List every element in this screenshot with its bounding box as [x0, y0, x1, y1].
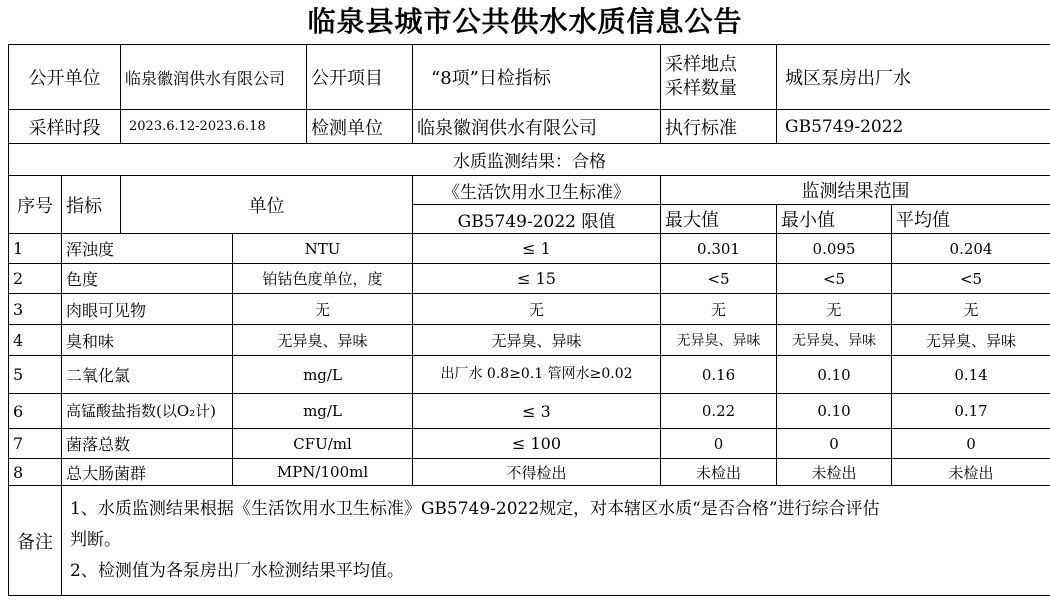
- row-min: 0.10: [777, 394, 892, 429]
- row-no: 6: [9, 394, 62, 429]
- row-max: 0: [661, 429, 777, 459]
- row-avg: <5: [892, 264, 1050, 294]
- table-row: [9, 429, 1050, 459]
- pub-unit-label: 公开单位: [9, 45, 121, 110]
- pub-item-value: “8项”日检指标: [413, 45, 661, 110]
- col-avg: 平均值: [892, 205, 1050, 234]
- row-max: 无: [661, 294, 777, 325]
- row-avg: 0.204: [892, 234, 1050, 264]
- row-max: 0.16: [661, 356, 777, 394]
- note-line-2: 2、检测值为各泵房出厂水检测结果平均值。: [70, 561, 404, 581]
- column-header-row-1: [9, 176, 1050, 205]
- row-unit: NTU: [233, 234, 413, 264]
- row-indicator: 二氧化氯: [62, 356, 233, 394]
- row-unit: MPN/100ml: [233, 459, 413, 486]
- table-row: [9, 264, 1050, 294]
- sample-site-label: 采样地点: [665, 54, 738, 75]
- row-avg: 无异臭、异味: [892, 325, 1050, 356]
- row-min: 无异臭、异味: [777, 325, 892, 356]
- row-min: <5: [777, 264, 892, 294]
- row-indicator: 浑浊度: [62, 234, 233, 264]
- row-limit: ≤ 1: [413, 234, 661, 264]
- row-no: 7: [9, 429, 62, 459]
- row-no: 3: [9, 294, 62, 325]
- row-limit: ≤ 15: [413, 264, 661, 294]
- water-quality-table: [8, 44, 1050, 596]
- row-limit: 无: [413, 294, 661, 325]
- notes-row: [9, 486, 1050, 596]
- pub-unit-value: 临泉徽润供水有限公司: [121, 45, 307, 110]
- result-row: [9, 144, 1050, 176]
- row-indicator: 肉眼可见物: [62, 294, 233, 325]
- period-value: 2023.6.12-2023.6.18: [121, 110, 307, 144]
- row-max: 0.22: [661, 394, 777, 429]
- row-max: 0.301: [661, 234, 777, 264]
- header-row-1: [9, 45, 1050, 110]
- row-limit: ≤ 3: [413, 394, 661, 429]
- test-unit-value: 临泉徽润供水有限公司: [413, 110, 661, 144]
- row-unit: 无异臭、异味: [233, 325, 413, 356]
- notes-content: [62, 486, 1050, 596]
- notes-label: 备注: [9, 486, 62, 596]
- col-max: 最大值: [661, 205, 777, 234]
- row-min: 0: [777, 429, 892, 459]
- row-unit: mg/L: [233, 356, 413, 394]
- pub-item-label: 公开项目: [307, 45, 413, 110]
- row-min: 0.095: [777, 234, 892, 264]
- sample-site-value: 城区泵房出厂水: [777, 45, 1050, 110]
- row-limit: ≤ 100: [413, 429, 661, 459]
- col-indicator: 指标: [62, 176, 121, 234]
- row-indicator: 总大肠菌群: [62, 459, 233, 486]
- row-no: 5: [9, 356, 62, 394]
- col-limit-title: 《生活饮用水卫生标准》: [413, 176, 661, 205]
- page-title: 临泉县城市公共供水水质信息公告: [307, 5, 743, 38]
- row-min: 无: [777, 294, 892, 325]
- row-no: 2: [9, 264, 62, 294]
- col-range: 监测结果范围: [661, 176, 1050, 205]
- row-avg: 0: [892, 429, 1050, 459]
- row-avg: 0.14: [892, 356, 1050, 394]
- row-no: 1: [9, 234, 62, 264]
- col-min: 最小值: [777, 205, 892, 234]
- table-row: [9, 394, 1050, 429]
- sample-count-label: 采样数量: [665, 78, 738, 99]
- row-min: 0.10: [777, 356, 892, 394]
- row-no: 8: [9, 459, 62, 486]
- table-row: [9, 325, 1050, 356]
- row-max: 无异臭、异味: [661, 325, 777, 356]
- row-avg: 无: [892, 294, 1050, 325]
- row-min: 未检出: [777, 459, 892, 486]
- row-unit: 铂钴色度单位，度: [233, 264, 413, 294]
- row-unit: mg/L: [233, 394, 413, 429]
- table-row: [9, 294, 1050, 325]
- row-indicator: 高锰酸盐指数(以O₂计): [62, 394, 233, 429]
- sample-site-count-label: [661, 45, 777, 110]
- row-no: 4: [9, 325, 62, 356]
- row-max: <5: [661, 264, 777, 294]
- row-avg: 0.17: [892, 394, 1050, 429]
- table-row: [9, 459, 1050, 486]
- period-label: 采样时段: [9, 110, 121, 144]
- result-line: 水质监测结果：合格: [9, 144, 1050, 176]
- test-unit-label: 检测单位: [307, 110, 413, 144]
- note-line-1: 1、水质监测结果根据《生活饮用水卫生标准》GB5749-2022规定，对本辖区水质“是否合格”进行综合评估: [70, 499, 880, 519]
- header-row-2: [9, 110, 1050, 144]
- row-unit: CFU/ml: [233, 429, 413, 459]
- row-indicator: 菌落总数: [62, 429, 233, 459]
- row-limit: 不得检出: [413, 459, 661, 486]
- row-limit: 无异臭、异味: [413, 325, 661, 356]
- row-indicator: 臭和味: [62, 325, 233, 356]
- row-max: 未检出: [661, 459, 777, 486]
- row-unit: 无: [233, 294, 413, 325]
- standard-value: GB5749-2022: [777, 110, 1050, 144]
- note-line-1b: 判断。: [70, 530, 121, 550]
- row-avg: 未检出: [892, 459, 1050, 486]
- col-no: 序号: [9, 176, 62, 234]
- row-limit: 出厂水 0.8≥0.1 管网水≥0.02: [413, 356, 661, 394]
- col-limit-sub: GB5749-2022 限值: [413, 205, 661, 234]
- table-row: [9, 234, 1050, 264]
- table-row: [9, 356, 1050, 394]
- col-unit: 单位: [121, 176, 413, 234]
- row-indicator: 色度: [62, 264, 233, 294]
- standard-label: 执行标准: [661, 110, 777, 144]
